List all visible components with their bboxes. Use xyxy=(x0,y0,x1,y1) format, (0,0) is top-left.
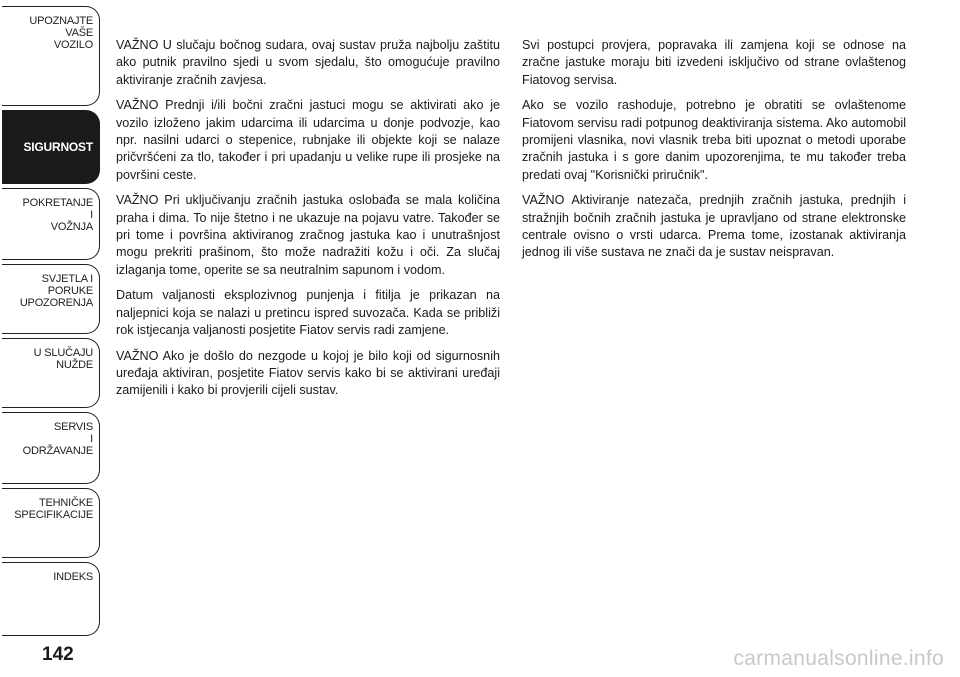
tab-servis-i-odrzavanje[interactable]: SERVIS I ODRŽAVANJE xyxy=(2,412,100,484)
chapter-tabs xyxy=(0,0,104,640)
tab-svjetla-i-poruke-upozorenja[interactable]: SVJETLA I PORUKE UPOZORENJA xyxy=(2,264,100,334)
tab-tehnicke-specifikacije[interactable]: TEHNIČKE SPECIFIKACIJE xyxy=(2,488,100,558)
left-text-column xyxy=(116,37,500,408)
tab-pokretanje-i-voznja[interactable]: POKRETANJE I VOŽNJA xyxy=(2,188,100,260)
tab-indeks[interactable]: INDEKS xyxy=(2,562,100,636)
paragraph: VAŽNO U slučaju bočnog sudara, ovaj sustav pruža najbolju zaštitu ako putnik pravilno sjedi u svom sjedalu, što omogućuje pravilno aktiviranje zračnih zavjesa. xyxy=(116,38,500,87)
tab-u-slucaju-nuzde[interactable]: U SLUČAJU NUŽDE xyxy=(2,338,100,408)
paragraph: VAŽNO Prednji i/ili bočni zračni jastuci mogu se aktivirati ako je vozilo izloženo jakim udarcima ili udarcima u donje podvozje, kao npr. nasilni udarci o stepenice, rubnjake ili objekte koji se nalaze pričvršćeni za tlo, također i pri upadanju u velike rupe ili prosjeke na površini ceste. xyxy=(116,98,500,182)
paragraph: Svi postupci provjera, popravaka ili zamjena koji se odnose na zračne jastuke moraju biti izvedeni isključivo od strane ovlaštenog Fiatovog servisa. xyxy=(522,38,906,87)
tab-sigurnost[interactable]: SIGURNOST xyxy=(2,110,100,184)
tab-upoznajte-vase-vozilo[interactable]: UPOZNAJTE VAŠE VOZILO xyxy=(2,6,100,106)
right-text-column xyxy=(522,37,906,270)
watermark: carmanualsonline.info xyxy=(733,647,944,670)
paragraph: VAŽNO Ako je došlo do nezgode u kojoj je bilo koji od sigurnosnih uređaja aktiviran, posjetite Fiatov servis kako bi se aktivirani uređaji zamijenili i kako bi provjerili cijeli sustav. xyxy=(116,348,500,398)
paragraph: VAŽNO Pri uključivanju zračnih jastuka oslobađa se mala količina praha i dima. To nije štetno i ne ukazuje na pojavu vatre. Također se pri tome i površina aktiviranog zračnog jastuka kao i unutrašnjost mogu prekriti prašinom, što može nadražiti kožu i oči. Za slučaj izlaganja tome, operite se sa neutralnim sapunom i vodom. xyxy=(116,193,500,277)
paragraph: Datum valjanosti eksplozivnog punjenja i fitilja je prikazan na naljepnici koja se nalazi u pretincu ispred suvozača. Kada se približi rok istjecanja valjanosti posjetite Fiatov servis radi zamjene. xyxy=(116,288,500,338)
page-number: 142 xyxy=(42,644,74,665)
paragraph: Ako se vozilo rashoduje, potrebno je obratiti se ovlaštenome Fiatovom servisu radi potpunog deaktiviranja sistema. Ako automobil promijeni vlasnika, novi vlasnik treba biti upoznat o metodi uporabe zračnih jastuka i s gore danim upozorenjima, te mu također treba predati ovaj "Korisnički priručnik". xyxy=(522,98,906,182)
paragraph: VAŽNO Aktiviranje natezača, prednjih zračnih jastuka, prednjih i stražnjih bočnih zračnih jastuka je upravljano od strane elektronske centrale ovisno o vrsti udarca. Prema tome, izostanak aktiviranja jednog ili više sustava ne znači da je sustav neispravan. xyxy=(522,193,906,260)
